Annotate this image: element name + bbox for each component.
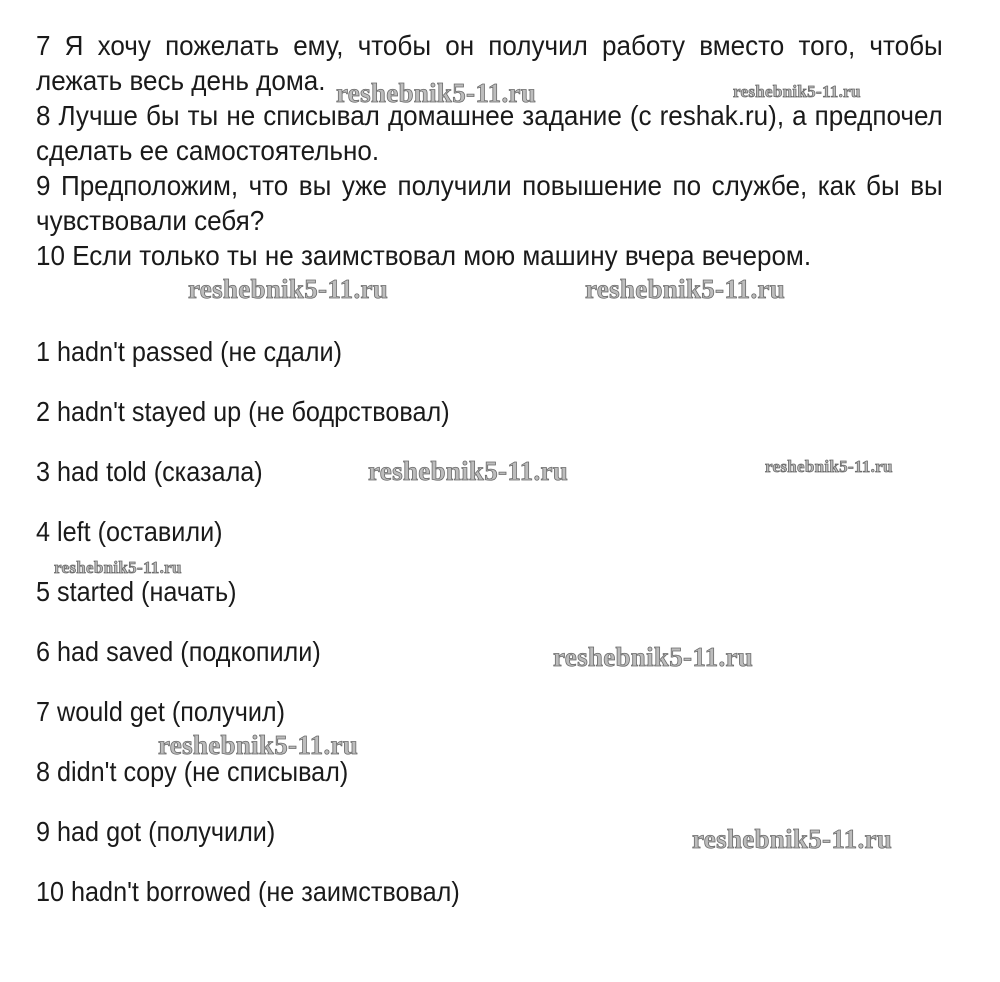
watermark: reshebnik5-11.ru [553,642,754,672]
sentence-8: 8 Лучше бы ты не списывал домашнее задание (с reshak.ru), а предпочел сделать ее самостоятельно. [36,100,943,166]
watermark: reshebnik5-11.ru [368,456,569,486]
answer-6: 6 had saved (подкопили) [36,636,321,667]
watermark: reshebnik5-11.ru [692,824,893,854]
answer-2: 2 hadn't stayed up (не бодрствовал) [36,396,450,427]
answer-1: 1 hadn't passed (не сдали) [36,336,342,367]
watermark: reshebnik5-11.ru [733,82,861,101]
answer-3: 3 had told (сказала) [36,456,263,487]
watermark: reshebnik5-11.ru [585,274,786,304]
sentence-9: 9 Предположим, что вы уже получили повышение по службе, как бы вы чувствовали себя? [36,170,943,236]
sentence-7: 7 Я хочу пожелать ему, чтобы он получил работу вместо того, чтобы лежать весь день дома. [36,30,943,96]
answer-7: 7 would get (получил) [36,696,286,727]
watermark: reshebnik5-11.ru [188,274,389,304]
answer-5: 5 started (начать) [36,576,237,607]
watermark: reshebnik5-11.ru [765,457,893,476]
answer-8: 8 didn't copy (не списывал) [36,756,349,787]
watermark: reshebnik5-11.ru [158,730,359,760]
watermark: reshebnik5-11.ru [336,78,537,108]
sentence-10: 10 Если только ты не заимствовал мою машину вчера вечером. [36,240,812,271]
answer-10: 10 hadn't borrowed (не заимствовал) [36,876,460,907]
watermark: reshebnik5-11.ru [54,558,182,577]
answer-9: 9 had got (получили) [36,816,276,847]
answer-4: 4 left (оставили) [36,516,223,547]
